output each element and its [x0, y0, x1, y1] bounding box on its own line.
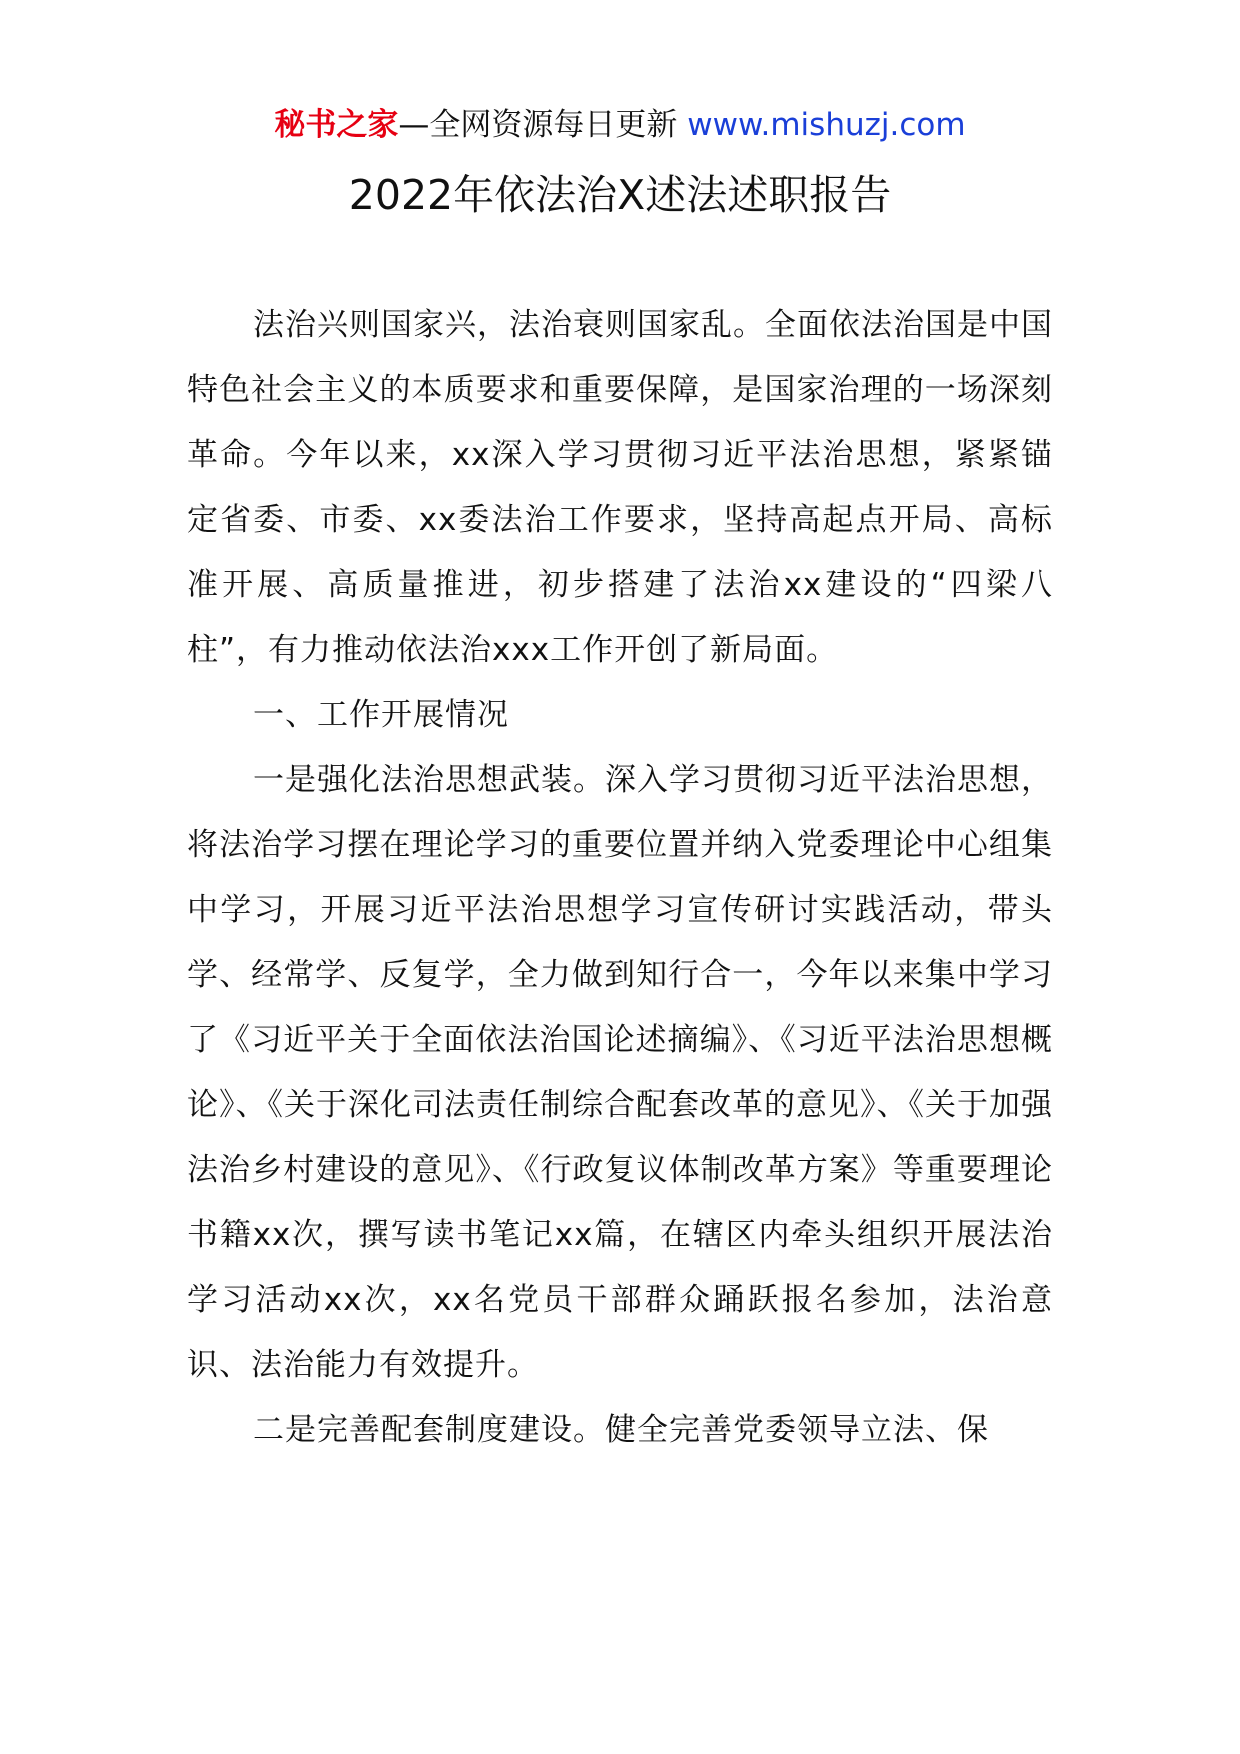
- site-slogan: —全网资源每日更新: [398, 107, 678, 143]
- document-body: [187, 293, 1053, 1463]
- site-header: [0, 100, 1240, 150]
- site-url-link[interactable]: www.mishuzj.com: [687, 107, 966, 143]
- body-paragraph: 一是强化法治思想武装。深入学习贯彻习近平法治思想，将法治学习摆在理论学习的重要位置并纳入党委理论中心组集中学习，开展习近平法治思想学习宣传研讨实践活动，带头学、经常学、反复学，全力做到知行合一，今年以来集中学习了《习近平关于全面依法治国论述摘编》、《习近平法治思想概论》、《关于深化司法责任制综合配套改革的意见》、《关于加强法治乡村建设的意见》、《行政复议体制改革方案》等重要理论书籍xx次，撰写读书笔记xx篇，在辖区内牵头组织开展法治学习活动xx次，xx名党员干部群众踊跃报名参加，法治意识、法治能力有效提升。: [187, 762, 1053, 1383]
- section-heading: 一、工作开展情况: [253, 697, 509, 733]
- body-paragraph: 二是完善配套制度建设。健全完善党委领导立法、保: [253, 1412, 989, 1448]
- site-brand: 秘书之家: [274, 107, 399, 143]
- document-title: 2022年依法治X述法述职报告: [348, 171, 892, 219]
- intro-paragraph: 法治兴则国家兴，法治衰则国家乱。全面依法治国是中国特色社会主义的本质要求和重要保障，是国家治理的一场深刻革命。今年以来，xx深入学习贯彻习近平法治思想，紧紧锚定省委、市委、xx委法治工作要求，坚持高起点开局、高标准开展、高质量推进，初步搭建了法治xx建设的“四梁八柱”，有力推动依法治xxx工作开创了新局面。: [187, 307, 1053, 668]
